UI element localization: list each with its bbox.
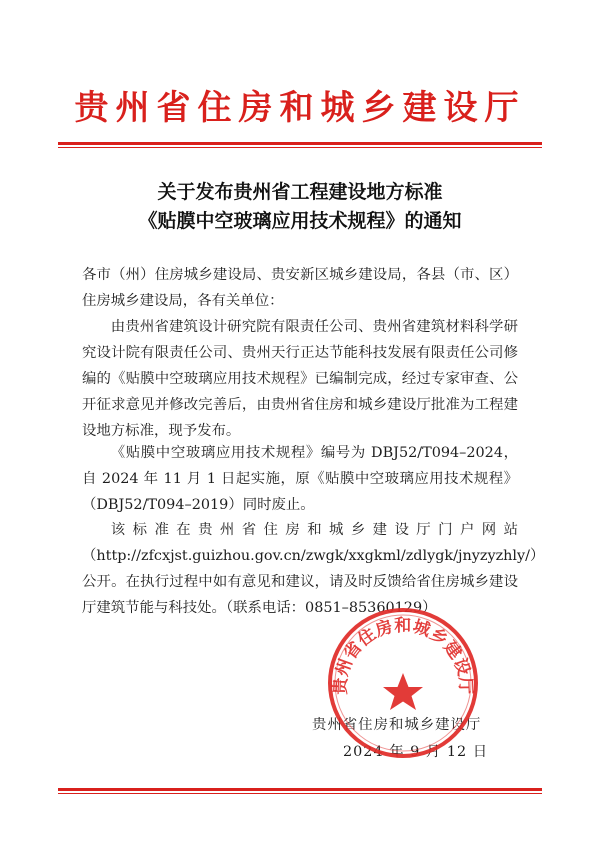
document-title-line-2: 《贴膜中空玻璃应用技术规程》的通知 [138,210,462,232]
signature-date: 2024 年 9 月 12 日 [343,744,489,760]
letterhead-title: 贵州省住房和城乡建设厅 [74,88,526,128]
footer-rule-thin [58,793,542,794]
star-icon [383,673,423,710]
document-title-line-1: 关于发布贵州省工程建设地方标准 [157,181,443,203]
footer-rule-thick [58,788,542,791]
official-seal [326,606,480,760]
letterhead-rule-thin [58,147,542,148]
body-paragraph-3: 该标准在贵州省住房和城乡建设厅门户网站（http://zfcxjst.guizhou.gov.cn/zwgk/xxgkml/zdlygk/jnyzyzhly/）公开。在执行过程中如有意见和建议，请及时反馈给省住房城乡建设厅建筑节能与科技处。（联系电话：0851–85360129） [82,522,545,616]
body-paragraph-2: 《贴膜中空玻璃应用技术规程》编号为 DBJ52/T094–2024，自 2024 年 11 月 1 日起实施，原《贴膜中空玻璃应用技术规程》（DBJ52/T094–2019）同时废止。 [82,445,518,513]
signature-org: 贵州省住房和城乡建设厅 [312,717,482,733]
addressee: 各市（州）住房城乡建设局、贵安新区城乡建设局，各县（市、区）住房城乡建设局，各有关单位： [82,267,518,309]
letterhead-rule-thick [58,142,542,145]
body-paragraph-1: 由贵州省建筑设计研究院有限责任公司、贵州省建筑材料科学研究设计院有限责任公司、贵州天行正达节能科技发展有限责任公司修编的《贴膜中空玻璃应用技术规程》已编制完成，经过专家审查、公开征求意见并修改完善后，由贵州省住房和城乡建设厅批准为工程建设地方标准，现予发布。 [82,319,518,439]
seal-text-path: 贵州省住房和城乡建设厅 [330,616,476,696]
